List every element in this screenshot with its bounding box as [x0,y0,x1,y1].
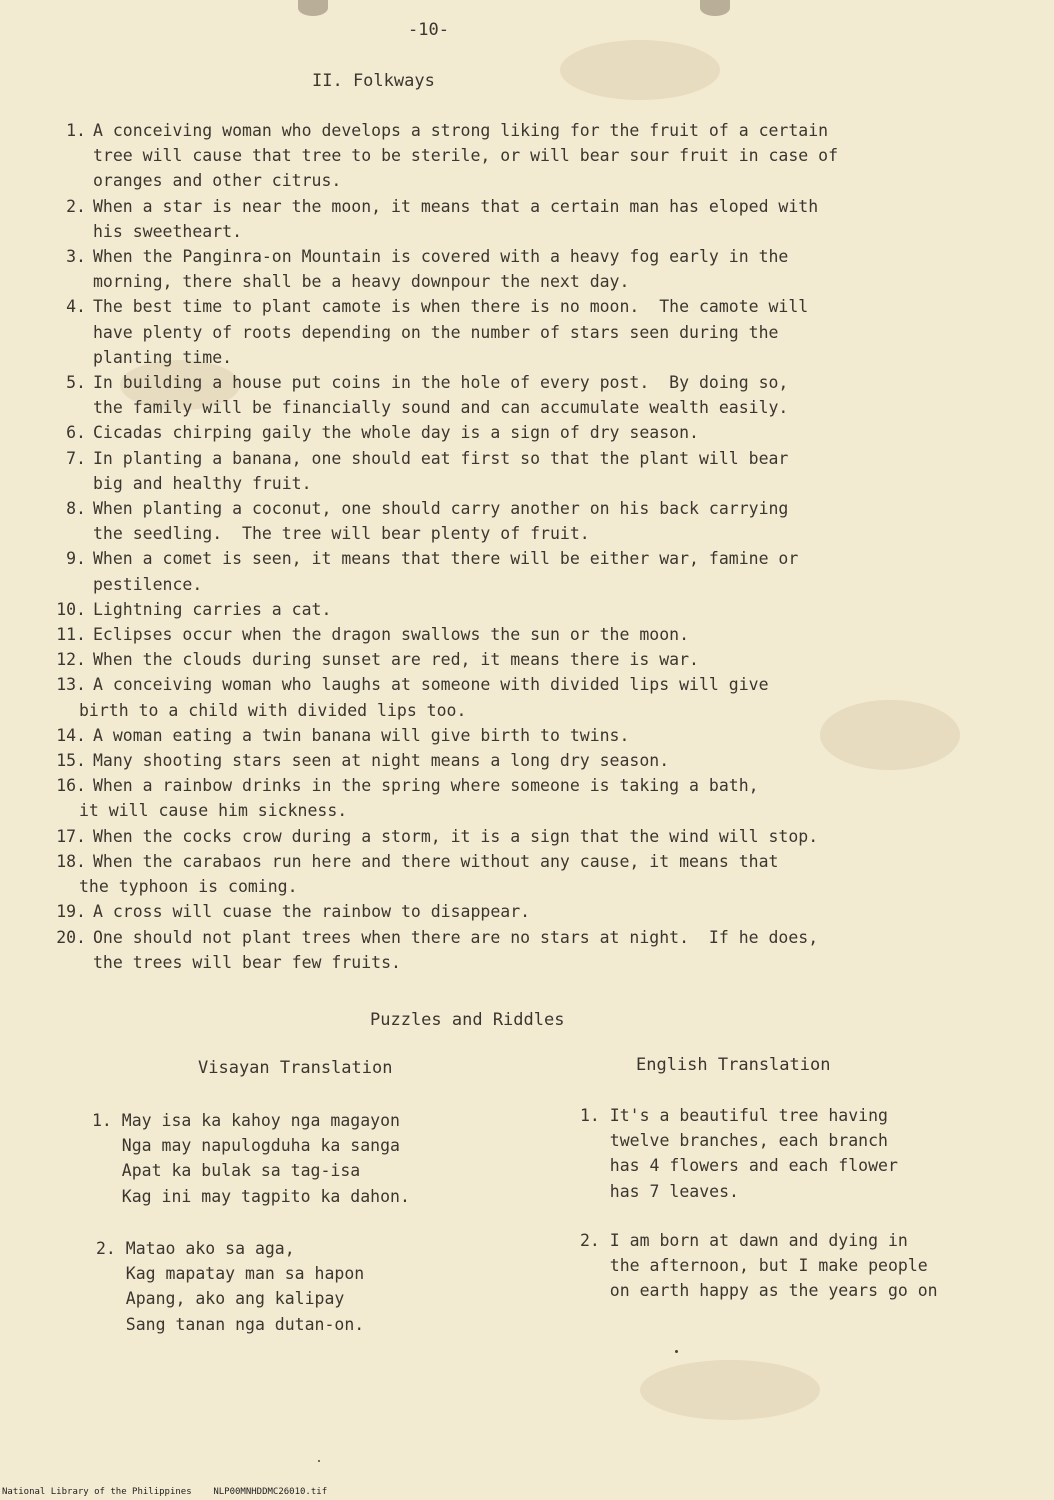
folkway-number: 12. [56,650,86,670]
folkway-number: 2. [66,196,86,216]
folkway-item [48,925,1018,975]
folkway-item [48,773,1018,823]
folkway-text [93,446,1018,496]
folkway-line: Lightning carries a cat. [93,599,332,619]
folkway-line: In building a house put coins in the hole of every post. By doing so, [93,373,789,393]
folkway-item [48,597,1018,622]
folkway-line: oranges and other citrus. [93,171,342,191]
folkway-number: 3. [66,247,86,267]
ink-speck [675,1350,678,1353]
folkway-item [48,446,1018,496]
folkway-text [93,899,1018,924]
folkway-text [93,723,1018,748]
folkway-line: Many shooting stars seen at night means a long dry season. [93,751,670,771]
folkway-number: 5. [66,373,86,393]
folkway-item [48,824,1018,849]
folkway-text [93,118,1018,194]
folkway-number: 8. [66,499,86,519]
folkway-number: 11. [56,625,86,645]
folkway-line: it will cause him sickness. [79,801,348,821]
folkway-line: When a comet is seen, it means that there will be either war, famine or [93,549,799,569]
folkway-line: When a star is near the moon, it means that a certain man has eloped with [93,196,819,216]
folkway-line: have plenty of roots depending on the number of stars seen during the [93,322,779,342]
folkway-line: the typhoon is coming. [79,877,298,897]
folkway-line: When the clouds during sunset are red, it means there is war. [93,650,699,670]
riddle-1-english: 1. It's a beautiful tree having twelve branches, each branch has 4 flowers and each flower has 7 leaves. [580,1106,898,1201]
folkway-line: the trees will bear few fruits. [93,952,401,972]
folkway-number: 1. [66,121,86,140]
archive-footer: National Library of the Philippines NLP00MNHDDMC26010.tif [2,1487,328,1497]
folkway-text [93,496,1018,546]
paper-stain [640,1360,820,1420]
folkway-number: 6. [66,423,86,443]
folkway-item [48,849,1018,899]
folkway-text [93,244,1018,294]
folkway-line: birth to a child with divided lips too. [79,700,467,720]
folkway-number: 19. [56,902,86,922]
folkway-line: A woman eating a twin banana will give birth to twins. [93,725,630,745]
folkway-line: Cicadas chirping gaily the whole day is a sign of dry season. [93,423,699,443]
folkway-number: 13. [56,675,86,695]
folkway-text [79,672,1018,722]
folkway-line: When planting a coconut, one should carry another on his back carrying [93,499,789,519]
folkway-item [48,622,1018,647]
folkway-item [48,899,1018,924]
folkway-line: When the carabaos run here and there without any cause, it means that [93,851,779,871]
folkway-line: A conceiving woman who laughs at someone with divided lips will give [93,675,769,695]
folkway-line: When the cocks crow during a storm, it is a sign that the wind will stop. [93,826,819,846]
folkway-number: 10. [56,599,86,619]
folkway-line: tree will cause that tree to be sterile, or will bear sour fruit in case of [93,146,839,166]
folkway-line: When a rainbow drinks in the spring where someone is taking a bath, [93,776,759,796]
folkway-number: 16. [56,776,86,796]
staple-mark [700,0,730,16]
folkway-text [79,849,1018,899]
folkway-line: his sweetheart. [93,221,243,241]
riddle-1-visayan: 1. May isa ka kahoy nga magayon Nga may napulogduha ka sanga Apat ka bulak sa tag-isa Kag ini may tagpito ka dahon. [92,1111,410,1206]
folkway-text [93,925,1018,975]
visayan-heading: Visayan Translation [198,1058,393,1078]
folkway-line: pestilence. [93,574,203,594]
folkway-number: 7. [66,448,86,468]
folkway-item [48,244,1018,294]
ink-speck [318,1460,320,1462]
folkway-line: The best time to plant camote is when there is no moon. The camote will [93,297,809,317]
folkway-text [93,748,1018,773]
folkways-list [48,118,1018,975]
folkway-line: One should not plant trees when there are no stars at night. If he does, [93,927,819,947]
folkway-number: 15. [56,751,86,771]
folkway-text [93,622,1018,647]
folkway-line: Eclipses occur when the dragon swallows the sun or the moon. [93,625,690,645]
folkway-line: the family will be financially sound and can accumulate wealth easily. [93,398,789,418]
folkway-text [79,773,1018,823]
folkway-line: A cross will cuase the rainbow to disappear. [93,902,531,922]
folkway-item [48,647,1018,672]
folkway-line: In planting a banana, one should eat first so that the plant will bear [93,448,789,468]
folkway-text [93,647,1018,672]
folkway-line: A conceiving woman who develops a strong liking for the fruit of a certain [93,121,829,140]
folkway-item [48,748,1018,773]
page-number: -10- [408,20,449,40]
folkway-item [48,370,1018,420]
folkway-line: When the Panginra-on Mountain is covered with a heavy fog early in the [93,247,789,267]
folkway-text [93,420,1018,445]
folkway-number: 9. [66,549,86,569]
folkway-text [93,824,1018,849]
folkway-number: 4. [66,297,86,317]
folkway-text [93,597,1018,622]
folkway-number: 17. [56,826,86,846]
folkway-item [48,420,1018,445]
paper-stain [560,40,720,100]
section-title: II. Folkways [312,71,435,91]
folkway-text [93,194,1018,244]
folkway-item [48,294,1018,370]
riddle-2-english: 2. I am born at dawn and dying in the afternoon, but I make people on earth happy as the years go on [580,1231,938,1301]
folkway-text [93,546,1018,596]
folkway-item [48,672,1018,722]
folkway-text [93,294,1018,370]
folkway-number: 20. [56,927,86,947]
folkway-line: big and healthy fruit. [93,473,312,493]
folkway-item [48,546,1018,596]
folkway-line: the seedling. The tree will bear plenty of fruit. [93,524,590,544]
staple-mark [298,0,328,16]
english-heading: English Translation [636,1055,831,1075]
folkway-text [93,370,1018,420]
folkway-number: 14. [56,725,86,745]
folkway-item [48,118,1018,194]
riddle-2-visayan: 2. Matao ako sa aga, Kag mapatay man sa hapon Apang, ako ang kalipay Sang tanan nga dutan-on. [96,1239,365,1334]
folkway-item [48,723,1018,748]
folkway-line: planting time. [93,347,233,367]
folkway-item [48,194,1018,244]
folkway-item [48,496,1018,546]
riddles-title: Puzzles and Riddles [370,1010,565,1030]
folkway-number: 18. [56,851,86,871]
folkway-line: morning, there shall be a heavy downpour the next day. [93,272,630,292]
